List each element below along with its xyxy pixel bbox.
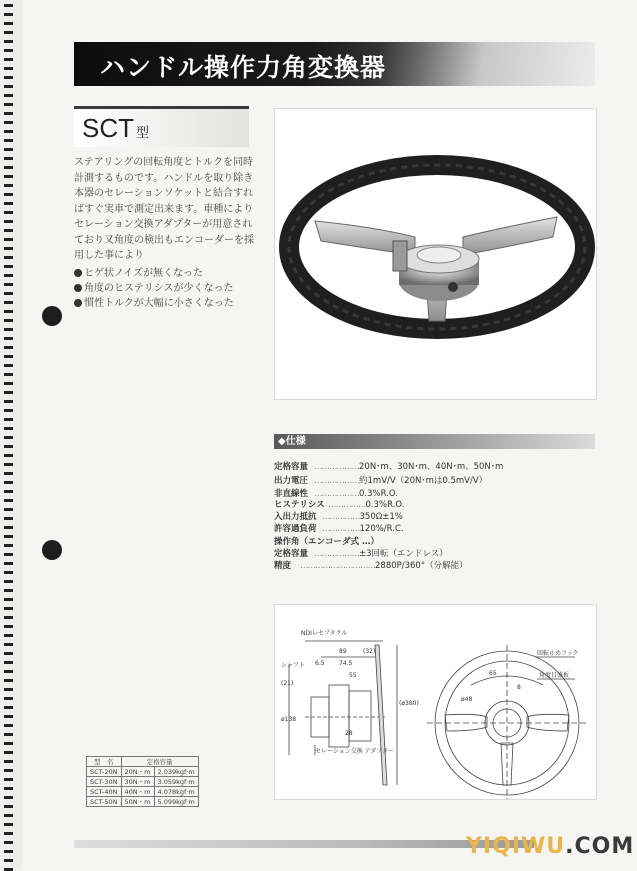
binding-mark	[4, 22, 13, 25]
binding-mark	[4, 544, 13, 547]
binding-mark	[4, 598, 13, 601]
watermark-part: .COM	[565, 834, 635, 859]
binding-mark	[4, 103, 13, 106]
table-cell: 4.078kgf·m	[154, 787, 198, 797]
model-table	[86, 756, 199, 807]
spec-value: 2880P/360°（分解能）	[375, 561, 468, 571]
binding-mark	[4, 220, 13, 223]
table-cell: 50N・m	[121, 797, 154, 807]
binding-mark	[4, 139, 13, 142]
spec-label: 許容過負荷	[274, 524, 317, 534]
spec-row	[274, 510, 403, 522]
binding-mark	[4, 157, 13, 160]
table-header-row	[87, 757, 199, 767]
spec-value: 20N･m、30N･m、40N･m、50N･m	[359, 462, 504, 472]
binding-mark	[4, 13, 13, 16]
binding-mark	[4, 229, 13, 232]
feature-item	[74, 294, 234, 309]
label-74-5: 74.5	[339, 660, 353, 667]
binding-mark	[4, 589, 13, 592]
binding-mark	[4, 814, 13, 817]
binding-mark	[4, 481, 13, 484]
table-cell: SCT-40N	[87, 787, 122, 797]
binding-mark	[4, 40, 13, 43]
binding-mark	[4, 607, 13, 610]
table-header: 定格容量	[121, 757, 198, 767]
binding-mark	[4, 652, 13, 655]
bullet-icon	[74, 284, 82, 292]
label-55: 55	[349, 672, 357, 679]
binding-mark	[4, 778, 13, 781]
binding-mark	[4, 436, 13, 439]
steering-wheel-image	[275, 109, 596, 399]
binding-mark	[4, 301, 13, 304]
binding-mark	[4, 742, 13, 745]
binding-mark	[4, 238, 13, 241]
binding-mark	[4, 850, 13, 853]
binding-mark	[4, 247, 13, 250]
binding-mark	[4, 796, 13, 799]
binding-mark	[4, 562, 13, 565]
table-cell: 5.099kgf·m	[154, 797, 198, 807]
binding-mark	[4, 166, 13, 169]
binding-mark	[4, 706, 13, 709]
spec-row	[274, 559, 468, 571]
label-28: 28	[345, 730, 353, 737]
binding-mark	[4, 211, 13, 214]
binding-mark	[4, 841, 13, 844]
spec-value: ±3回転（エンドレス）	[359, 549, 448, 559]
binding-mark	[4, 382, 13, 385]
label-disc: 角度目盛板	[539, 672, 570, 679]
binding-mark	[4, 310, 13, 313]
binding-mark	[4, 472, 13, 475]
model-name	[82, 113, 149, 144]
label-8: 8	[517, 684, 521, 691]
description-line: 用した事により	[74, 250, 144, 261]
spec-label: 精度	[274, 561, 292, 571]
spec-heading: ◆仕様	[278, 436, 306, 447]
binding-mark	[4, 769, 13, 772]
binding-mark	[4, 688, 13, 691]
table-row	[87, 787, 199, 797]
table-cell: SCT-20N	[87, 767, 122, 777]
description-line: ており又角度の検出もエンコーダーを採	[74, 234, 254, 246]
binding-mark	[4, 787, 13, 790]
label-48: ø48	[461, 696, 473, 703]
binding-mark	[4, 409, 13, 412]
binding-mark	[4, 373, 13, 376]
binding-mark	[4, 490, 13, 493]
binding-mark	[4, 265, 13, 268]
spec-header	[274, 434, 595, 449]
binding-mark	[4, 49, 13, 52]
binding-mark	[4, 391, 13, 394]
binding-mark	[4, 112, 13, 115]
spec-value: 0.3%R.O.	[365, 500, 405, 510]
binding-mark	[4, 625, 13, 628]
binding-mark	[4, 76, 13, 79]
page-title: ハンドル操作力角変換器	[100, 53, 387, 82]
description-line: 計測するものです。ハンドルを取り除き	[74, 172, 254, 184]
label-380: (ø380)	[399, 700, 419, 707]
label-65: 65	[489, 670, 497, 677]
spec-row	[274, 498, 404, 510]
label-32: (32)	[363, 648, 376, 655]
binding-mark	[4, 346, 13, 349]
binding-mark	[4, 580, 13, 583]
table-row	[87, 767, 199, 777]
binding-mark	[4, 4, 13, 7]
spec-value: 約1mV/V（20N･mは0.5mV/V）	[359, 476, 488, 486]
label-connector: NDIレセプタクル	[301, 630, 348, 637]
table-cell: 30N・m	[121, 777, 154, 787]
binding-mark	[4, 805, 13, 808]
binding-mark	[4, 526, 13, 529]
spec-value: 350Ω±1%	[359, 512, 403, 522]
binding-mark	[4, 823, 13, 826]
label-6-5: 6.5	[315, 660, 325, 667]
feature-item	[74, 264, 203, 279]
spec-row	[274, 547, 448, 559]
binding-mark	[4, 535, 13, 538]
binding-mark	[4, 328, 13, 331]
spec-label: 入出力抵抗	[274, 512, 317, 522]
feature-item	[74, 279, 234, 294]
binding-mark	[4, 616, 13, 619]
punch-hole-top	[42, 306, 62, 326]
table-cell: SCT-30N	[87, 777, 122, 787]
spec-leader: ………………	[314, 489, 359, 499]
spec-label: 非直線性	[274, 489, 309, 499]
table-header: 型 名	[87, 757, 122, 767]
binding-strip	[0, 0, 22, 870]
feature-text: 慣性トルクが大幅に小さくなった	[84, 298, 234, 309]
binding-mark	[4, 355, 13, 358]
bullet-icon	[74, 299, 82, 307]
binding-mark	[4, 67, 13, 70]
binding-mark	[4, 337, 13, 340]
binding-mark	[4, 283, 13, 286]
binding-mark	[4, 121, 13, 124]
binding-mark	[4, 454, 13, 457]
label-hook: 回転止めフック	[537, 650, 579, 657]
binding-mark	[4, 571, 13, 574]
binding-mark	[4, 670, 13, 673]
binding-mark	[4, 400, 13, 403]
table-cell: 20N・m	[121, 767, 154, 777]
binding-mark	[4, 427, 13, 430]
binding-mark	[4, 715, 13, 718]
binding-mark	[4, 445, 13, 448]
spec-row	[274, 460, 503, 472]
model-box	[74, 106, 249, 147]
watermark-part: YIQIWU	[466, 834, 566, 859]
binding-mark	[4, 724, 13, 727]
binding-mark	[4, 499, 13, 502]
description-line: ステアリングの回転角度とトルクを同時	[74, 157, 253, 168]
watermark-logo	[466, 834, 634, 859]
binding-mark	[4, 553, 13, 556]
table-cell: 40N・m	[121, 787, 154, 797]
description	[74, 155, 254, 264]
binding-mark	[4, 319, 13, 322]
binding-mark	[4, 679, 13, 682]
spec-label: 出力電圧	[274, 476, 309, 486]
binding-mark	[4, 31, 13, 34]
spec-row	[274, 522, 404, 534]
binding-mark	[4, 643, 13, 646]
technical-drawing	[275, 605, 596, 799]
label-shaft: シャフト	[281, 662, 305, 669]
spec-row	[274, 474, 487, 486]
description-line: 本器のセレーションソケットと結合すれ	[74, 188, 253, 199]
feature-text: ヒゲ状ノイズが無くなった	[84, 268, 203, 279]
binding-mark	[4, 130, 13, 133]
binding-mark	[4, 175, 13, 178]
binding-mark	[4, 697, 13, 700]
binding-mark	[4, 661, 13, 664]
binding-mark	[4, 274, 13, 277]
binding-mark	[4, 364, 13, 367]
spec-label: 定格容量	[274, 462, 309, 472]
label-89: 89	[339, 648, 347, 655]
binding-mark	[4, 760, 13, 763]
binding-mark	[4, 85, 13, 88]
footer-rule	[74, 840, 534, 848]
table-row	[87, 797, 199, 807]
table-cell: SCT-50N	[87, 797, 122, 807]
table-cell: 3.059kgf·m	[154, 777, 198, 787]
binding-mark	[4, 508, 13, 511]
spec-leader: ………………	[314, 462, 359, 472]
binding-mark	[4, 94, 13, 97]
label-138: ø138	[281, 716, 297, 723]
binding-mark	[4, 832, 13, 835]
table-cell: 2.039kgf·m	[154, 767, 198, 777]
punch-hole-bottom	[42, 540, 62, 560]
label-21: (21)	[281, 680, 294, 687]
spec-label: 定格容量	[274, 549, 309, 559]
spec-value: 0.3%R.O.	[359, 489, 398, 499]
spec-leader: ………………	[314, 476, 359, 486]
binding-mark	[4, 634, 13, 637]
binding-mark	[4, 859, 13, 862]
spec-row	[274, 535, 379, 547]
binding-mark	[4, 184, 13, 187]
spec-leader: ……………	[328, 500, 366, 510]
bullet-icon	[74, 269, 82, 277]
binding-mark	[4, 256, 13, 259]
spec-label: ヒステリシス	[274, 500, 325, 510]
spec-leader: ………………	[314, 549, 359, 559]
binding-mark	[4, 148, 13, 151]
binding-mark	[4, 751, 13, 754]
spec-leader: ……………	[322, 524, 360, 534]
dimension-drawing	[274, 604, 597, 800]
binding-mark	[4, 292, 13, 295]
spec-leader: ……………	[322, 512, 360, 522]
binding-mark	[4, 463, 13, 466]
spec-leader: …………………………	[300, 561, 375, 571]
feature-text: 角度のヒステリシスが少くなった	[84, 283, 234, 294]
product-photo	[274, 108, 597, 400]
model-name-text: SCT	[82, 113, 134, 143]
label-adapter: セレーション交換 アダプター	[315, 748, 394, 755]
binding-mark	[4, 517, 13, 520]
binding-mark	[4, 418, 13, 421]
binding-mark	[4, 58, 13, 61]
model-suffix: 型	[136, 125, 150, 140]
description-line: セレーション交換アダプターが用意され	[74, 219, 253, 230]
table-row	[87, 777, 199, 787]
spec-value: 120%/R.C.	[359, 524, 404, 534]
spec-label: 操作角（エンコーダ式 …）	[274, 537, 379, 547]
description-line: ばすぐ実車で測定出来ます。車種により	[74, 203, 254, 215]
binding-mark	[4, 202, 13, 205]
binding-mark	[4, 733, 13, 736]
binding-mark	[4, 193, 13, 196]
